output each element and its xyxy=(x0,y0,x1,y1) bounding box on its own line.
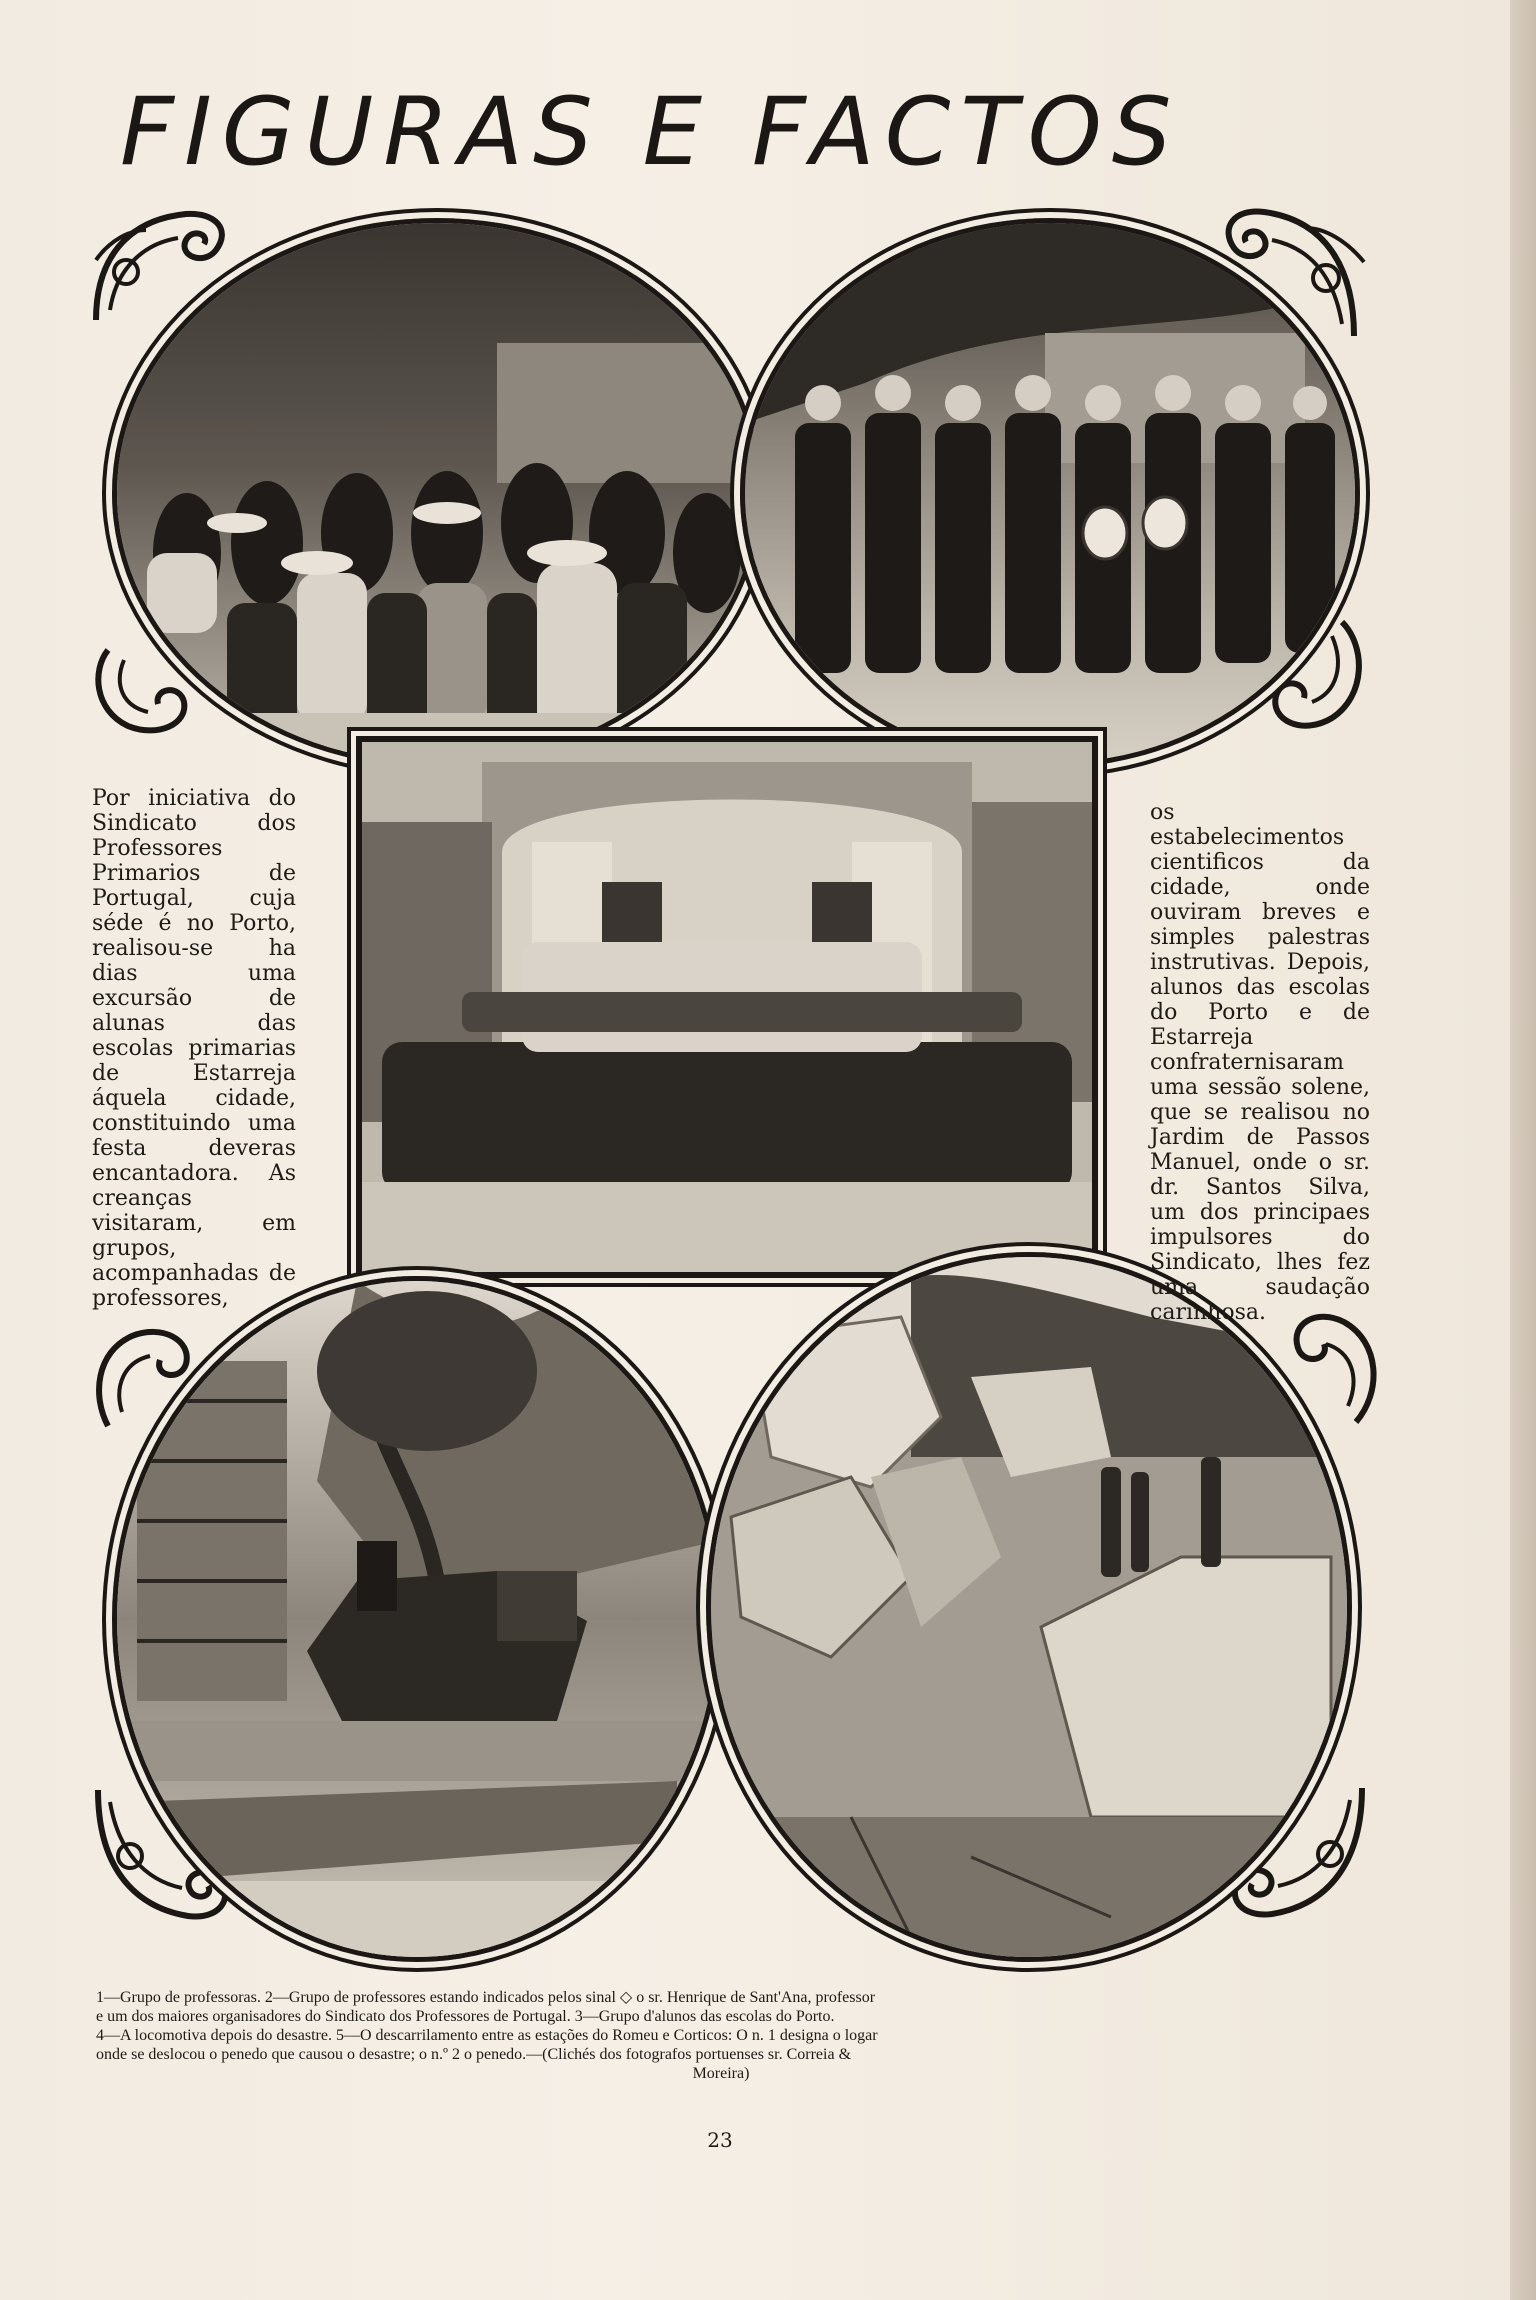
locomotiva-icon xyxy=(117,1281,717,1957)
page-title: FIGURAS E FACTOS xyxy=(120,78,1182,187)
page-edge xyxy=(1510,0,1536,2300)
descarrilamento-penedo-icon xyxy=(711,1257,1347,1957)
photo-grupo-de-alunos xyxy=(356,736,1098,1278)
photo-grupo-de-professoras xyxy=(112,218,762,768)
page-number: 23 xyxy=(707,2128,733,2152)
caption-line: e um dos maiores organisadores do Sindicato dos Professores de Portugal. 3—Grupo d'alunos das escolas do Porto. xyxy=(96,2008,835,2025)
article-left-column: Por iniciativa do Sindicato dos Professores Primarios de Portugal, cuja séde é no Porto, realisou-se ha dias uma excursão de alunas das escolas primarias de Estarreja áquela cidade, constituindo uma festa deveras encantadora. As creanças visitaram, em grupos, acompanhadas de professores, xyxy=(92,786,296,1311)
grupo-de-alunos-icon xyxy=(362,742,1092,1272)
caption-line: Moreira) xyxy=(692,2065,750,2082)
article-right-column: os estabelecimentos cientificos da cidade, onde ouviram breves e simples palestras instrutivas. Depois, alunos das escolas do Porto e de Estarreja confraternisaram uma sessão solene, que se realisou no Jardim de Passos Manuel, onde o sr. dr. Santos Silva, um dos principaes impulsores do Sindicato, lhes fez uma saudação carinhosa. xyxy=(1150,800,1370,1325)
caption-line: onde se deslocou o penedo que causou o desastre; o n.º 2 o penedo.—(Clichés dos fotografos portuenses sr. Correia & xyxy=(96,2046,852,2063)
caption-line: 4—A locomotiva depois do desastre. 5—O descarrilamento entre as estações do Romeu e Corticos: O n. 1 designa o logar xyxy=(96,2027,878,2044)
grupo-de-professores-icon xyxy=(745,223,1355,763)
photo-caption xyxy=(96,1988,1346,2083)
photo-locomotiva xyxy=(112,1276,722,1962)
caption-line: 1—Grupo de professoras. 2—Grupo de professores estando indicados pelos sinal ◇ o sr. Henrique de Sant'Ana, professor xyxy=(96,1989,876,2006)
photo-grupo-de-professores xyxy=(740,218,1360,768)
grupo-de-professoras-icon xyxy=(117,223,757,763)
photo-descarrilamento-penedo xyxy=(706,1252,1352,1962)
